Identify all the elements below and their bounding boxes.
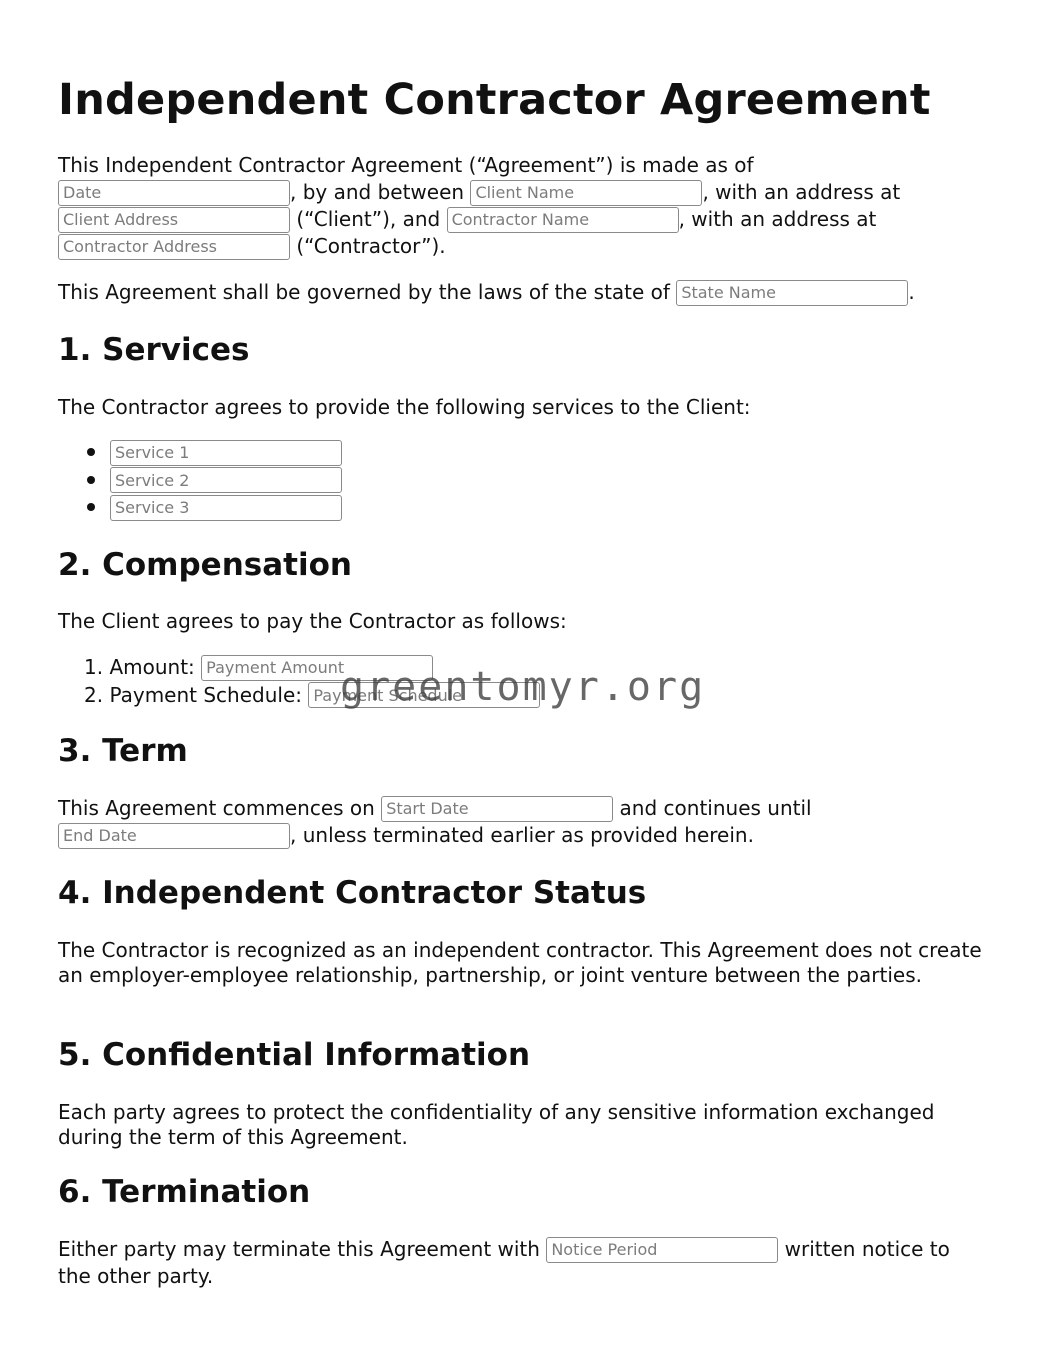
termination-heading: 6. Termination xyxy=(58,1174,311,1210)
term-text-1: This Agreement commences on xyxy=(58,796,375,820)
list-item xyxy=(58,682,540,710)
contractor-name-field[interactable] xyxy=(447,207,679,233)
intro-text-5: , with an address at xyxy=(678,207,877,231)
compensation-text: The Client agrees to pay the Contractor as follows: xyxy=(58,609,567,633)
service-2-field[interactable] xyxy=(110,467,342,493)
confidential-text: Each party agrees to protect the confidentiality of any sensitive information exchanged during the term of this Agreement. xyxy=(58,1100,935,1149)
intro-text-3: , with an address at xyxy=(702,180,901,204)
governing-law-paragraph xyxy=(58,279,988,306)
term-text-3: , unless terminated earlier as provided herein. xyxy=(290,823,754,847)
intro-text-2: , by and between xyxy=(290,180,465,204)
intro-text-1: This Independent Contractor Agreement (“Agreement”) is made as of xyxy=(58,153,754,177)
notice-period-field[interactable] xyxy=(546,1237,778,1263)
term-heading: 3. Term xyxy=(58,733,188,769)
contractor-address-field[interactable] xyxy=(58,234,290,260)
termination-text-1: Either party may terminate this Agreement with xyxy=(58,1237,540,1261)
termination-paragraph xyxy=(58,1236,988,1290)
payment-schedule-field[interactable] xyxy=(308,682,540,708)
schedule-label: 2. Payment Schedule: xyxy=(84,682,302,707)
services-heading: 1. Services xyxy=(58,332,250,368)
intro-text-4: (“Client”), and xyxy=(296,207,441,231)
list-item xyxy=(58,467,342,495)
intro-paragraph xyxy=(58,152,988,260)
compensation-heading: 2. Compensation xyxy=(58,547,352,583)
watermark: greentomyr.org xyxy=(340,664,706,710)
term-paragraph xyxy=(58,795,988,849)
status-text: The Contractor is recognized as an independent contractor. This Agreement does not create an employer-employee relationship, partnership, or joint venture between the parties. xyxy=(58,938,982,987)
list-item xyxy=(58,494,342,522)
law-text: This Agreement shall be governed by the laws of the state of xyxy=(58,280,670,304)
service-3-field[interactable] xyxy=(110,495,342,521)
termination-text-3: the other party. xyxy=(58,1264,214,1288)
list-item xyxy=(58,439,342,467)
services-text: The Contractor agrees to provide the following services to the Client: xyxy=(58,395,751,419)
service-1-field[interactable] xyxy=(110,440,342,466)
list-item xyxy=(58,654,540,682)
intro-text-6: (“Contractor”). xyxy=(296,234,446,258)
compensation-list xyxy=(58,654,540,709)
page-title: Independent Contractor Agreement xyxy=(58,75,931,125)
client-address-field[interactable] xyxy=(58,207,290,233)
amount-label: 1. Amount: xyxy=(84,655,195,679)
law-end: . xyxy=(908,280,915,304)
date-field[interactable] xyxy=(58,180,290,206)
payment-amount-field[interactable] xyxy=(201,655,433,681)
services-list xyxy=(58,439,342,522)
state-name-field[interactable] xyxy=(676,280,908,306)
status-heading: 4. Independent Contractor Status xyxy=(58,875,647,911)
start-date-field[interactable] xyxy=(381,796,613,822)
end-date-field[interactable] xyxy=(58,823,290,849)
term-text-2: and continues until xyxy=(619,796,812,820)
confidential-heading: 5. Confidential Information xyxy=(58,1037,531,1073)
termination-text-2: written notice to xyxy=(784,1237,950,1261)
client-name-field[interactable] xyxy=(470,180,702,206)
